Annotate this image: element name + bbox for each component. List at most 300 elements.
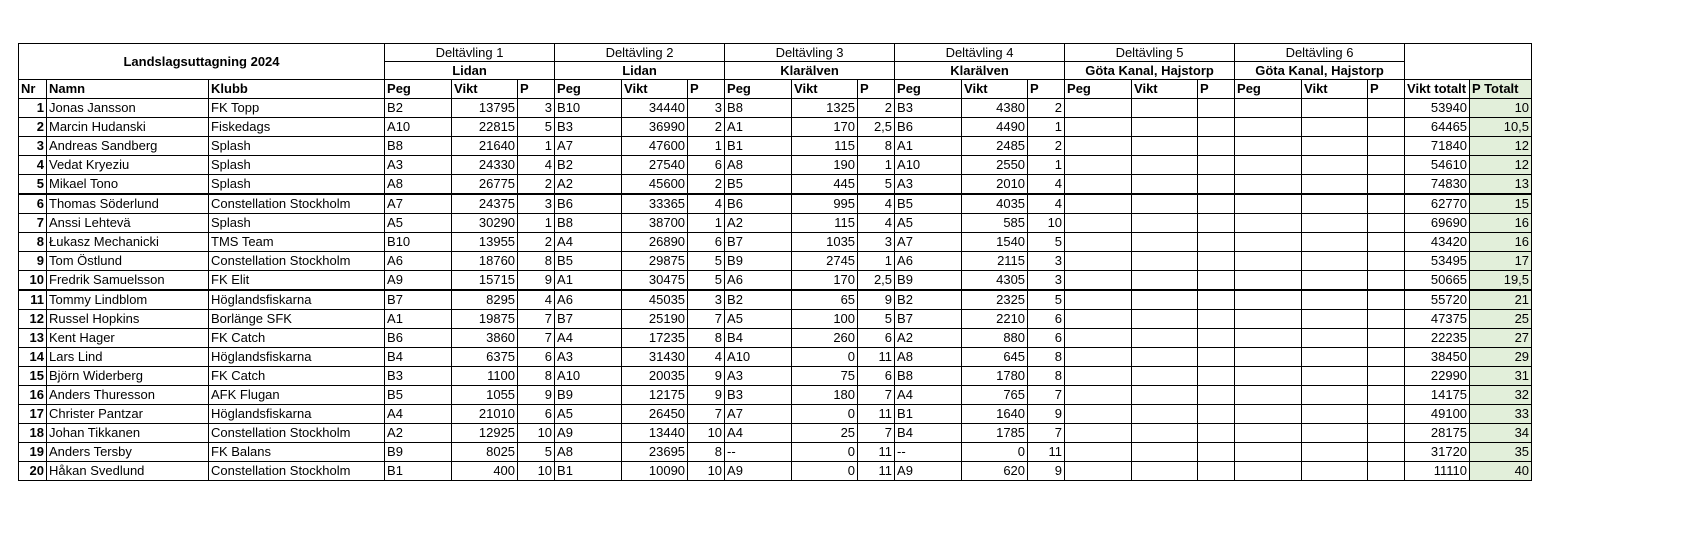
cell-points: 9 — [518, 271, 555, 291]
cell-weight — [1132, 424, 1198, 443]
cell-peg: B8 — [895, 367, 962, 386]
col-header-peg: Peg — [1235, 80, 1302, 99]
cell-name: Anders Thuresson — [47, 386, 209, 405]
table-row — [19, 386, 1532, 405]
cell-points-total: 16 — [1470, 233, 1532, 252]
cell-weight: 1540 — [962, 233, 1028, 252]
col-header-peg: Peg — [385, 80, 452, 99]
cell-points-total: 21 — [1470, 290, 1532, 310]
cell-points: 5 — [518, 443, 555, 462]
col-header-points-total: P Totalt — [1470, 80, 1532, 99]
cell-peg: A2 — [385, 424, 452, 443]
cell-name: Vedat Kryeziu — [47, 156, 209, 175]
sheet-title: Landslagsuttagning 2024 — [19, 44, 385, 80]
cell-points — [1368, 386, 1405, 405]
cell-peg: A3 — [725, 367, 792, 386]
cell-peg — [1065, 367, 1132, 386]
cell-weight — [1132, 233, 1198, 252]
cell-points-total: 16 — [1470, 214, 1532, 233]
cell-weight-total: 74830 — [1405, 175, 1470, 195]
cell-nr: 1 — [19, 99, 47, 118]
cell-weight: 170 — [792, 118, 858, 137]
cell-weight — [1132, 348, 1198, 367]
table-row — [19, 137, 1532, 156]
cell-peg — [1235, 386, 1302, 405]
cell-peg: A7 — [385, 194, 452, 214]
col-header-points: P — [858, 80, 895, 99]
cell-points: 11 — [858, 348, 895, 367]
cell-points: 11 — [858, 443, 895, 462]
cell-peg: B5 — [555, 252, 622, 271]
cell-weight: 21640 — [452, 137, 518, 156]
cell-points: 7 — [858, 386, 895, 405]
cell-points — [1198, 348, 1235, 367]
cell-club: Fiskedags — [209, 118, 385, 137]
cell-weight: 22815 — [452, 118, 518, 137]
cell-peg: B4 — [895, 424, 962, 443]
cell-name: Thomas Söderlund — [47, 194, 209, 214]
cell-points — [1368, 99, 1405, 118]
cell-club: Constellation Stockholm — [209, 194, 385, 214]
cell-club: AFK Flugan — [209, 386, 385, 405]
cell-points: 2 — [688, 175, 725, 195]
cell-points: 8 — [688, 443, 725, 462]
cell-weight — [1132, 194, 1198, 214]
col-header-weight: Vikt — [792, 80, 858, 99]
cell-points — [1198, 310, 1235, 329]
cell-points: 4 — [858, 214, 895, 233]
cell-points — [1368, 310, 1405, 329]
cell-weight: 19875 — [452, 310, 518, 329]
cell-peg: A10 — [895, 156, 962, 175]
cell-peg: A2 — [895, 329, 962, 348]
cell-weight-total: 71840 — [1405, 137, 1470, 156]
cell-peg — [1065, 99, 1132, 118]
cell-points: 7 — [688, 405, 725, 424]
cell-club: Splash — [209, 214, 385, 233]
cell-points: 6 — [858, 367, 895, 386]
cell-points: 8 — [1028, 348, 1065, 367]
cell-weight: 1100 — [452, 367, 518, 386]
cell-peg: B2 — [385, 99, 452, 118]
cell-weight-total: 53940 — [1405, 99, 1470, 118]
cell-peg: B8 — [385, 137, 452, 156]
cell-weight: 880 — [962, 329, 1028, 348]
cell-weight: 2485 — [962, 137, 1028, 156]
cell-weight-total: 28175 — [1405, 424, 1470, 443]
cell-club: FK Balans — [209, 443, 385, 462]
competition-venue: Klarälven — [895, 62, 1065, 80]
cell-weight — [1302, 386, 1368, 405]
cell-points: 9 — [688, 386, 725, 405]
cell-weight — [1132, 99, 1198, 118]
cell-peg: B6 — [385, 329, 452, 348]
cell-points: 2 — [518, 175, 555, 195]
cell-points — [1368, 462, 1405, 481]
cell-nr: 20 — [19, 462, 47, 481]
cell-peg: A6 — [725, 271, 792, 291]
cell-peg: A5 — [895, 214, 962, 233]
cell-points-total: 27 — [1470, 329, 1532, 348]
cell-peg: B6 — [725, 194, 792, 214]
cell-points: 8 — [518, 367, 555, 386]
cell-weight — [1132, 175, 1198, 195]
cell-name: Johan Tikkanen — [47, 424, 209, 443]
cell-weight: 20035 — [622, 367, 688, 386]
cell-peg: A1 — [555, 271, 622, 291]
cell-nr: 12 — [19, 310, 47, 329]
cell-weight: 6375 — [452, 348, 518, 367]
cell-points — [1198, 118, 1235, 137]
cell-weight-total: 50665 — [1405, 271, 1470, 291]
cell-points: 1 — [688, 214, 725, 233]
cell-peg — [1065, 118, 1132, 137]
cell-points — [1198, 290, 1235, 310]
cell-peg: B7 — [385, 290, 452, 310]
cell-points: 9 — [688, 367, 725, 386]
cell-peg: B8 — [555, 214, 622, 233]
cell-weight: 38700 — [622, 214, 688, 233]
cell-points: 9 — [858, 290, 895, 310]
cell-peg: A4 — [725, 424, 792, 443]
cell-points: 5 — [1028, 233, 1065, 252]
table-row — [19, 118, 1532, 137]
cell-peg: A4 — [895, 386, 962, 405]
cell-weight: 8025 — [452, 443, 518, 462]
cell-peg: B3 — [895, 99, 962, 118]
cell-peg: B2 — [725, 290, 792, 310]
cell-weight-total: 43420 — [1405, 233, 1470, 252]
cell-peg: A2 — [725, 214, 792, 233]
cell-peg — [1065, 310, 1132, 329]
cell-points — [1198, 194, 1235, 214]
cell-name: Björn Widerberg — [47, 367, 209, 386]
cell-nr: 19 — [19, 443, 47, 462]
cell-peg: A10 — [555, 367, 622, 386]
cell-weight: 4305 — [962, 271, 1028, 291]
table-row — [19, 329, 1532, 348]
cell-points: 6 — [858, 329, 895, 348]
cell-points — [1198, 367, 1235, 386]
cell-peg: B1 — [725, 137, 792, 156]
table-row — [19, 290, 1532, 310]
cell-peg: A7 — [895, 233, 962, 252]
cell-peg: A3 — [385, 156, 452, 175]
col-header-points: P — [1198, 80, 1235, 99]
cell-peg: A6 — [555, 290, 622, 310]
competition-venue: Lidan — [555, 62, 725, 80]
col-header-weight-total: Vikt totalt — [1405, 80, 1470, 99]
cell-points-total: 13 — [1470, 175, 1532, 195]
cell-weight: 30290 — [452, 214, 518, 233]
cell-nr: 10 — [19, 271, 47, 291]
cell-points: 8 — [518, 252, 555, 271]
cell-weight: 765 — [962, 386, 1028, 405]
cell-peg: B1 — [895, 405, 962, 424]
cell-points: 3 — [518, 194, 555, 214]
cell-weight: 26890 — [622, 233, 688, 252]
cell-peg — [1065, 194, 1132, 214]
cell-peg — [1235, 271, 1302, 291]
cell-points: 7 — [688, 310, 725, 329]
cell-weight — [1302, 462, 1368, 481]
cell-peg: A10 — [385, 118, 452, 137]
col-header-nr: Nr — [19, 80, 47, 99]
cell-points: 2 — [1028, 99, 1065, 118]
cell-peg: -- — [725, 443, 792, 462]
col-header-weight: Vikt — [962, 80, 1028, 99]
cell-points: 10 — [518, 424, 555, 443]
cell-points — [1198, 271, 1235, 291]
competition-venue: Lidan — [385, 62, 555, 80]
cell-points: 4 — [1028, 194, 1065, 214]
cell-points-total: 12 — [1470, 156, 1532, 175]
cell-peg: A9 — [895, 462, 962, 481]
cell-club: Splash — [209, 175, 385, 195]
cell-peg: B3 — [555, 118, 622, 137]
cell-peg: A3 — [895, 175, 962, 195]
cell-points — [1368, 233, 1405, 252]
cell-weight: 1055 — [452, 386, 518, 405]
cell-weight-total: 55720 — [1405, 290, 1470, 310]
cell-nr: 16 — [19, 386, 47, 405]
competition-venue: Göta Kanal, Hajstorp — [1235, 62, 1405, 80]
cell-points-total: 17 — [1470, 252, 1532, 271]
cell-weight — [1132, 271, 1198, 291]
cell-weight: 47600 — [622, 137, 688, 156]
table-row — [19, 194, 1532, 214]
cell-points-total: 34 — [1470, 424, 1532, 443]
cell-points: 3 — [518, 99, 555, 118]
cell-weight — [1132, 310, 1198, 329]
cell-peg: A9 — [385, 271, 452, 291]
cell-nr: 3 — [19, 137, 47, 156]
cell-peg: B5 — [895, 194, 962, 214]
cell-weight — [1302, 156, 1368, 175]
cell-weight — [1302, 348, 1368, 367]
cell-nr: 6 — [19, 194, 47, 214]
cell-weight: 12925 — [452, 424, 518, 443]
competition-name: Deltävling 2 — [555, 44, 725, 62]
cell-points: 1 — [1028, 156, 1065, 175]
cell-name: Fredrik Samuelsson — [47, 271, 209, 291]
cell-weight — [1302, 175, 1368, 195]
cell-points-total: 29 — [1470, 348, 1532, 367]
cell-peg — [1235, 290, 1302, 310]
cell-weight: 17235 — [622, 329, 688, 348]
cell-peg: B2 — [895, 290, 962, 310]
table-row — [19, 424, 1532, 443]
cell-peg — [1065, 348, 1132, 367]
col-header-club: Klubb — [209, 80, 385, 99]
cell-weight — [1302, 194, 1368, 214]
competition-venue: Klarälven — [725, 62, 895, 80]
cell-peg: B4 — [725, 329, 792, 348]
cell-weight: 26450 — [622, 405, 688, 424]
col-header-peg: Peg — [555, 80, 622, 99]
cell-points — [1368, 156, 1405, 175]
cell-points — [1198, 443, 1235, 462]
cell-points-total: 25 — [1470, 310, 1532, 329]
cell-points: 7 — [518, 329, 555, 348]
cell-points: 8 — [858, 137, 895, 156]
cell-peg — [1065, 233, 1132, 252]
cell-name: Kent Hager — [47, 329, 209, 348]
cell-points — [1368, 271, 1405, 291]
cell-peg: A5 — [555, 405, 622, 424]
table-row — [19, 462, 1532, 481]
cell-points-total: 31 — [1470, 367, 1532, 386]
cell-weight: 115 — [792, 137, 858, 156]
cell-points — [1198, 156, 1235, 175]
cell-peg — [1065, 329, 1132, 348]
cell-points — [1368, 118, 1405, 137]
cell-peg — [1065, 386, 1132, 405]
cell-nr: 18 — [19, 424, 47, 443]
col-header-points: P — [518, 80, 555, 99]
cell-points: 2 — [688, 118, 725, 137]
cell-weight: 445 — [792, 175, 858, 195]
cell-points: 2 — [1028, 137, 1065, 156]
cell-points: 10 — [1028, 214, 1065, 233]
cell-weight — [1132, 367, 1198, 386]
cell-points-total: 40 — [1470, 462, 1532, 481]
cell-weight — [1132, 443, 1198, 462]
cell-points: 5 — [1028, 290, 1065, 310]
cell-points: 6 — [688, 233, 725, 252]
cell-name: Łukasz Mechanicki — [47, 233, 209, 252]
cell-weight: 400 — [452, 462, 518, 481]
cell-club: Splash — [209, 156, 385, 175]
col-header-weight: Vikt — [1302, 80, 1368, 99]
cell-points: 11 — [858, 405, 895, 424]
cell-points: 9 — [1028, 462, 1065, 481]
cell-points — [1368, 424, 1405, 443]
cell-weight: 1035 — [792, 233, 858, 252]
cell-weight — [1132, 137, 1198, 156]
cell-club: FK Elit — [209, 271, 385, 291]
cell-weight: 190 — [792, 156, 858, 175]
cell-weight-total: 14175 — [1405, 386, 1470, 405]
cell-weight: 65 — [792, 290, 858, 310]
cell-peg: B9 — [555, 386, 622, 405]
cell-club: Höglandsfiskarna — [209, 405, 385, 424]
cell-points: 10 — [688, 462, 725, 481]
competition-name: Deltävling 1 — [385, 44, 555, 62]
cell-peg — [1235, 99, 1302, 118]
cell-weight: 26775 — [452, 175, 518, 195]
cell-club: Höglandsfiskarna — [209, 348, 385, 367]
cell-weight — [1132, 329, 1198, 348]
cell-nr: 11 — [19, 290, 47, 310]
cell-peg: B1 — [385, 462, 452, 481]
cell-weight: 4035 — [962, 194, 1028, 214]
cell-weight: 75 — [792, 367, 858, 386]
cell-weight: 2115 — [962, 252, 1028, 271]
cell-points — [1368, 214, 1405, 233]
cell-peg: A5 — [725, 310, 792, 329]
table-row — [19, 405, 1532, 424]
cell-points: 3 — [688, 99, 725, 118]
cell-peg: A6 — [385, 252, 452, 271]
cell-points: 10 — [688, 424, 725, 443]
cell-weight — [1132, 156, 1198, 175]
cell-points — [1198, 329, 1235, 348]
cell-name: Marcin Hudanski — [47, 118, 209, 137]
cell-peg — [1065, 424, 1132, 443]
cell-points — [1368, 405, 1405, 424]
cell-nr: 17 — [19, 405, 47, 424]
cell-peg: A5 — [385, 214, 452, 233]
cell-points — [1198, 424, 1235, 443]
cell-points-total: 10,5 — [1470, 118, 1532, 137]
competition-name: Deltävling 4 — [895, 44, 1065, 62]
cell-weight: 0 — [792, 348, 858, 367]
cell-peg: A4 — [555, 233, 622, 252]
cell-points: 2,5 — [858, 118, 895, 137]
cell-weight-total: 62770 — [1405, 194, 1470, 214]
cell-points: 1 — [858, 156, 895, 175]
cell-peg — [1235, 252, 1302, 271]
cell-peg: B6 — [895, 118, 962, 137]
cell-points: 1 — [858, 252, 895, 271]
cell-peg — [1235, 175, 1302, 195]
table-row — [19, 348, 1532, 367]
cell-weight — [1302, 443, 1368, 462]
cell-peg: A3 — [555, 348, 622, 367]
cell-peg: A7 — [555, 137, 622, 156]
cell-points: 5 — [858, 175, 895, 195]
cell-weight: 4380 — [962, 99, 1028, 118]
cell-nr: 8 — [19, 233, 47, 252]
cell-peg: B1 — [555, 462, 622, 481]
cell-points: 4 — [518, 290, 555, 310]
cell-peg: A8 — [385, 175, 452, 195]
cell-peg — [1065, 462, 1132, 481]
cell-weight: 25 — [792, 424, 858, 443]
cell-points: 1 — [518, 214, 555, 233]
col-header-weight: Vikt — [1132, 80, 1198, 99]
cell-weight: 0 — [792, 462, 858, 481]
cell-points: 5 — [688, 252, 725, 271]
cell-peg: B9 — [725, 252, 792, 271]
cell-points: 3 — [858, 233, 895, 252]
cell-peg: B7 — [555, 310, 622, 329]
cell-weight: 13440 — [622, 424, 688, 443]
col-header-points: P — [688, 80, 725, 99]
cell-weight-total: 53495 — [1405, 252, 1470, 271]
cell-name: Mikael Tono — [47, 175, 209, 195]
cell-weight — [1302, 137, 1368, 156]
cell-weight — [1302, 233, 1368, 252]
cell-peg — [1065, 214, 1132, 233]
cell-weight — [1302, 367, 1368, 386]
cell-weight: 0 — [792, 443, 858, 462]
table-row — [19, 252, 1532, 271]
cell-nr: 14 — [19, 348, 47, 367]
cell-weight: 0 — [792, 405, 858, 424]
cell-weight: 1325 — [792, 99, 858, 118]
cell-points — [1368, 137, 1405, 156]
cell-peg — [1065, 175, 1132, 195]
cell-peg: A6 — [895, 252, 962, 271]
cell-points — [1198, 99, 1235, 118]
cell-peg — [1065, 290, 1132, 310]
competition-venue: Göta Kanal, Hajstorp — [1065, 62, 1235, 80]
header-row-columns — [19, 80, 1532, 99]
cell-points — [1198, 386, 1235, 405]
cell-name: Håkan Svedlund — [47, 462, 209, 481]
